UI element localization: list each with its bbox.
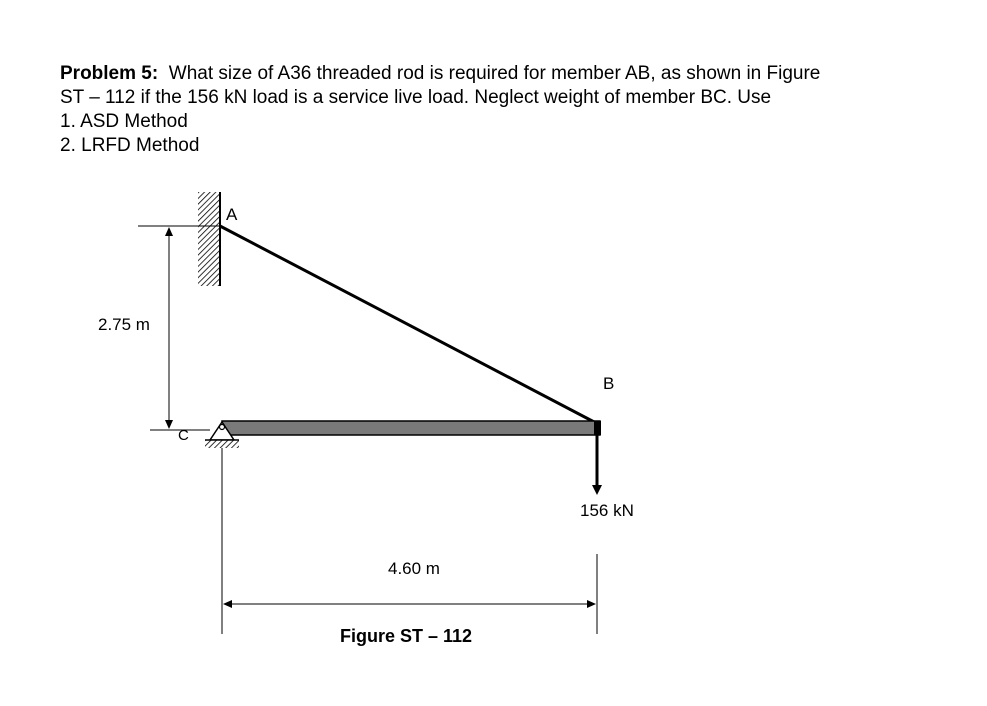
wall-hatch (198, 192, 220, 286)
ground-hatch (205, 440, 239, 448)
problem-text-line-1: What size of A36 threaded rod is required for member AB, as shown in Figure (168, 63, 821, 84)
rod-ab (220, 226, 598, 424)
problem-text-line-2: ST – 112 if the 156 kN load is a service live load. Neglect weight of member BC. Use (60, 87, 772, 108)
load-arrow-head (592, 485, 602, 495)
label-c: C (178, 427, 189, 444)
beam-bc (222, 421, 600, 435)
height-dim-arrow-bottom (165, 420, 173, 429)
figure-caption: Figure ST – 112 (340, 626, 473, 646)
height-dim-label: 2.75 m (98, 315, 150, 334)
problem-label: Problem 5: (60, 63, 159, 84)
span-dim-arrow-right (587, 600, 596, 608)
span-dim-arrow-left (223, 600, 232, 608)
span-dim-label: 4.60 m (388, 559, 440, 578)
method-asd: 1. ASD Method (60, 111, 188, 132)
height-dim-arrow-top (165, 227, 173, 236)
pin-hinge (220, 425, 225, 430)
beam-end-b (594, 421, 601, 435)
label-a: A (226, 205, 238, 224)
label-b: B (603, 374, 615, 393)
method-lrfd: 2. LRFD Method (60, 135, 200, 156)
load-label: 156 kN (580, 501, 634, 520)
